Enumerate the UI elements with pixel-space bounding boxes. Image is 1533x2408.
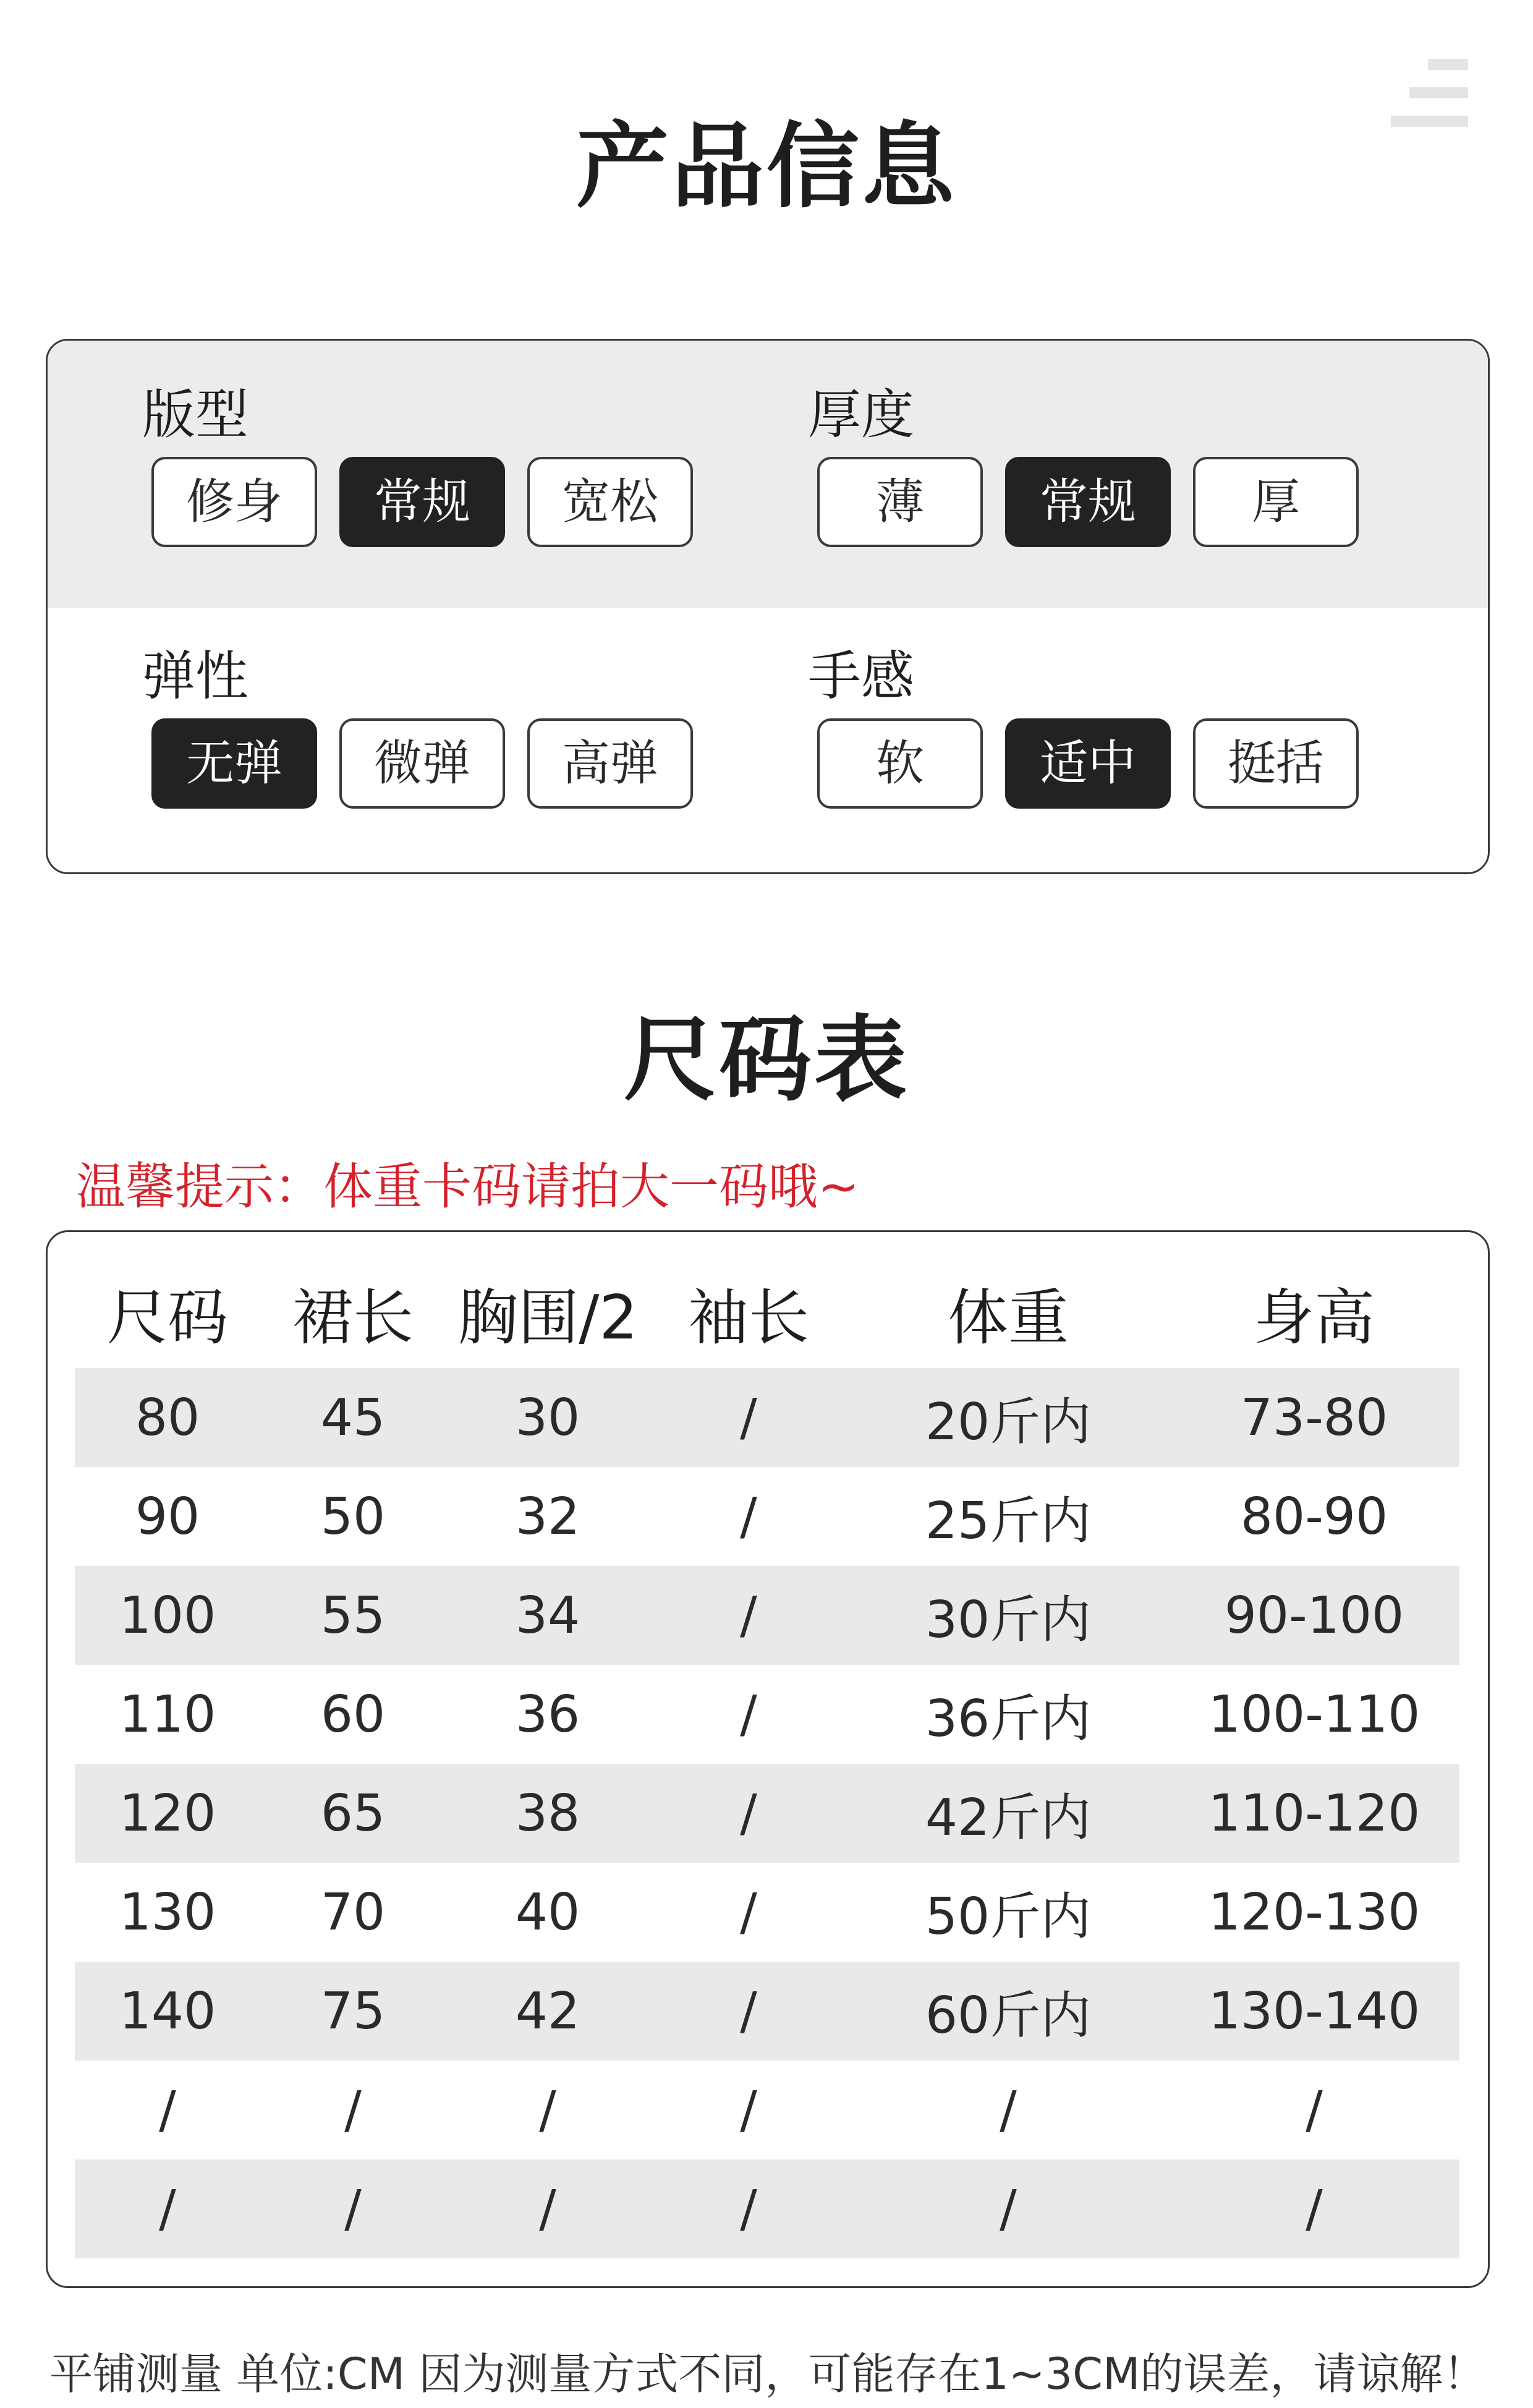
header-sleeve-length: 袖长 — [687, 1282, 809, 1353]
menu-line — [1428, 59, 1468, 70]
table-cell: 32 — [515, 1487, 580, 1546]
size-notice: 温馨提示：体重卡码请拍大一码哦~ — [76, 1158, 860, 1215]
attr-options — [817, 457, 1381, 547]
table-row — [75, 1863, 1459, 1962]
size-table — [75, 1257, 1459, 2258]
table-row — [75, 2061, 1459, 2159]
attr-option-selected[interactable]: 适中 — [1005, 718, 1171, 809]
table-cell: / — [1306, 2080, 1323, 2140]
attr-options — [151, 718, 715, 809]
header-weight: 体重 — [947, 1282, 1069, 1353]
table-cell: 130 — [119, 1883, 216, 1942]
attr-option[interactable]: 薄 — [817, 457, 983, 547]
table-cell: 36 — [515, 1685, 580, 1744]
attr-options — [817, 718, 1381, 809]
table-row — [75, 1566, 1459, 1665]
table-cell: 90 — [135, 1487, 200, 1546]
attr-option-selected[interactable]: 常规 — [1005, 457, 1171, 547]
table-cell: 40 — [515, 1883, 580, 1942]
attr-option[interactable]: 厚 — [1193, 457, 1359, 547]
table-cell: 73-80 — [1169, 1368, 1459, 1467]
table-cell: 80 — [75, 1368, 260, 1467]
table-cell: / — [539, 2080, 556, 2140]
table-cell: 60 — [320, 1685, 386, 1744]
header-chest: 胸围/2 — [457, 1282, 638, 1353]
table-cell: / — [650, 1962, 847, 2061]
table-row — [75, 2159, 1459, 2258]
table-cell: / — [650, 1566, 847, 1665]
table-row — [75, 1368, 1459, 1467]
table-cell: / — [1169, 2159, 1459, 2258]
measurement-note: 平铺测量 单位:CM 因为测量方式不同，可能存在1~3CM的误差，请谅解！ — [49, 2349, 1487, 2399]
table-cell: 75 — [260, 1962, 446, 2061]
table-cell: 120 — [75, 1764, 260, 1863]
table-cell: 65 — [260, 1764, 446, 1863]
table-cell: / — [75, 2159, 260, 2258]
table-cell: 90-100 — [1169, 1566, 1459, 1665]
attr-group-label: 版型 — [142, 384, 248, 446]
table-cell: 130-140 — [1169, 1962, 1459, 2061]
table-cell: / — [650, 2159, 847, 2258]
table-cell: 38 — [446, 1764, 650, 1863]
table-cell: 30 — [446, 1368, 650, 1467]
menu-line — [1409, 87, 1468, 98]
table-cell: 30斤内 — [847, 1566, 1169, 1665]
attr-group-label: 弹性 — [142, 645, 248, 707]
table-cell: / — [344, 2080, 362, 2140]
size-chart-title: 尺码表 — [623, 1006, 909, 1114]
table-cell: 36斤内 — [925, 1689, 1092, 1748]
table-cell: 50斤内 — [925, 1887, 1092, 1946]
attr-group-thickness — [808, 384, 1300, 530]
table-cell: 42 — [446, 1962, 650, 2061]
table-cell: 50 — [320, 1487, 386, 1546]
product-info-title: 产品信息 — [575, 113, 957, 221]
attr-group-fit — [142, 384, 658, 530]
attr-group-elasticity — [142, 645, 658, 791]
attr-option[interactable]: 宽松 — [527, 457, 693, 547]
table-cell: / — [740, 1685, 757, 1744]
table-row — [75, 1665, 1459, 1764]
attr-group-label: 手感 — [808, 645, 914, 707]
table-cell: 60斤内 — [847, 1962, 1169, 2061]
table-cell: 42斤内 — [847, 1764, 1169, 1863]
table-cell: 80-90 — [1240, 1487, 1388, 1546]
attr-option[interactable]: 高弹 — [527, 718, 693, 809]
size-table-header — [75, 1257, 1459, 1368]
table-cell: / — [650, 1368, 847, 1467]
table-row — [75, 1467, 1459, 1566]
header-height: 身高 — [1253, 1282, 1375, 1353]
table-cell: / — [740, 1883, 757, 1942]
attr-option-selected[interactable]: 常规 — [339, 457, 505, 547]
table-row — [75, 1764, 1459, 1863]
attr-option[interactable]: 微弹 — [339, 718, 505, 809]
attr-group-feel — [808, 645, 1324, 791]
attr-option[interactable]: 修身 — [151, 457, 317, 547]
table-cell: 120-130 — [1208, 1883, 1420, 1942]
attr-option[interactable]: 挺括 — [1193, 718, 1359, 809]
header-size: 尺码 — [106, 1282, 228, 1353]
table-cell: 100-110 — [1208, 1685, 1420, 1744]
table-cell: 140 — [75, 1962, 260, 2061]
attr-option-selected[interactable]: 无弹 — [151, 718, 317, 809]
table-cell: 70 — [320, 1883, 386, 1942]
table-cell: 34 — [446, 1566, 650, 1665]
table-cell: / — [650, 1764, 847, 1863]
table-cell: / — [847, 2159, 1169, 2258]
table-cell: 110 — [119, 1685, 216, 1744]
table-cell: / — [446, 2159, 650, 2258]
table-cell: 20斤内 — [847, 1368, 1169, 1467]
table-cell: / — [159, 2080, 176, 2140]
table-cell: 25斤内 — [925, 1491, 1092, 1551]
table-cell: 45 — [260, 1368, 446, 1467]
table-cell: / — [740, 1487, 757, 1546]
attr-group-label: 厚度 — [808, 384, 914, 446]
product-info-card — [46, 339, 1490, 874]
table-cell: 100 — [75, 1566, 260, 1665]
table-cell: / — [260, 2159, 446, 2258]
attr-options — [151, 457, 715, 547]
table-cell: / — [1000, 2080, 1017, 2140]
table-cell: / — [740, 2080, 757, 2140]
table-cell: 110-120 — [1169, 1764, 1459, 1863]
table-row — [75, 1962, 1459, 2061]
table-cell: 55 — [260, 1566, 446, 1665]
attr-option[interactable]: 软 — [817, 718, 983, 809]
size-chart-card — [46, 1230, 1490, 2288]
header-skirt-length: 裙长 — [292, 1282, 414, 1353]
